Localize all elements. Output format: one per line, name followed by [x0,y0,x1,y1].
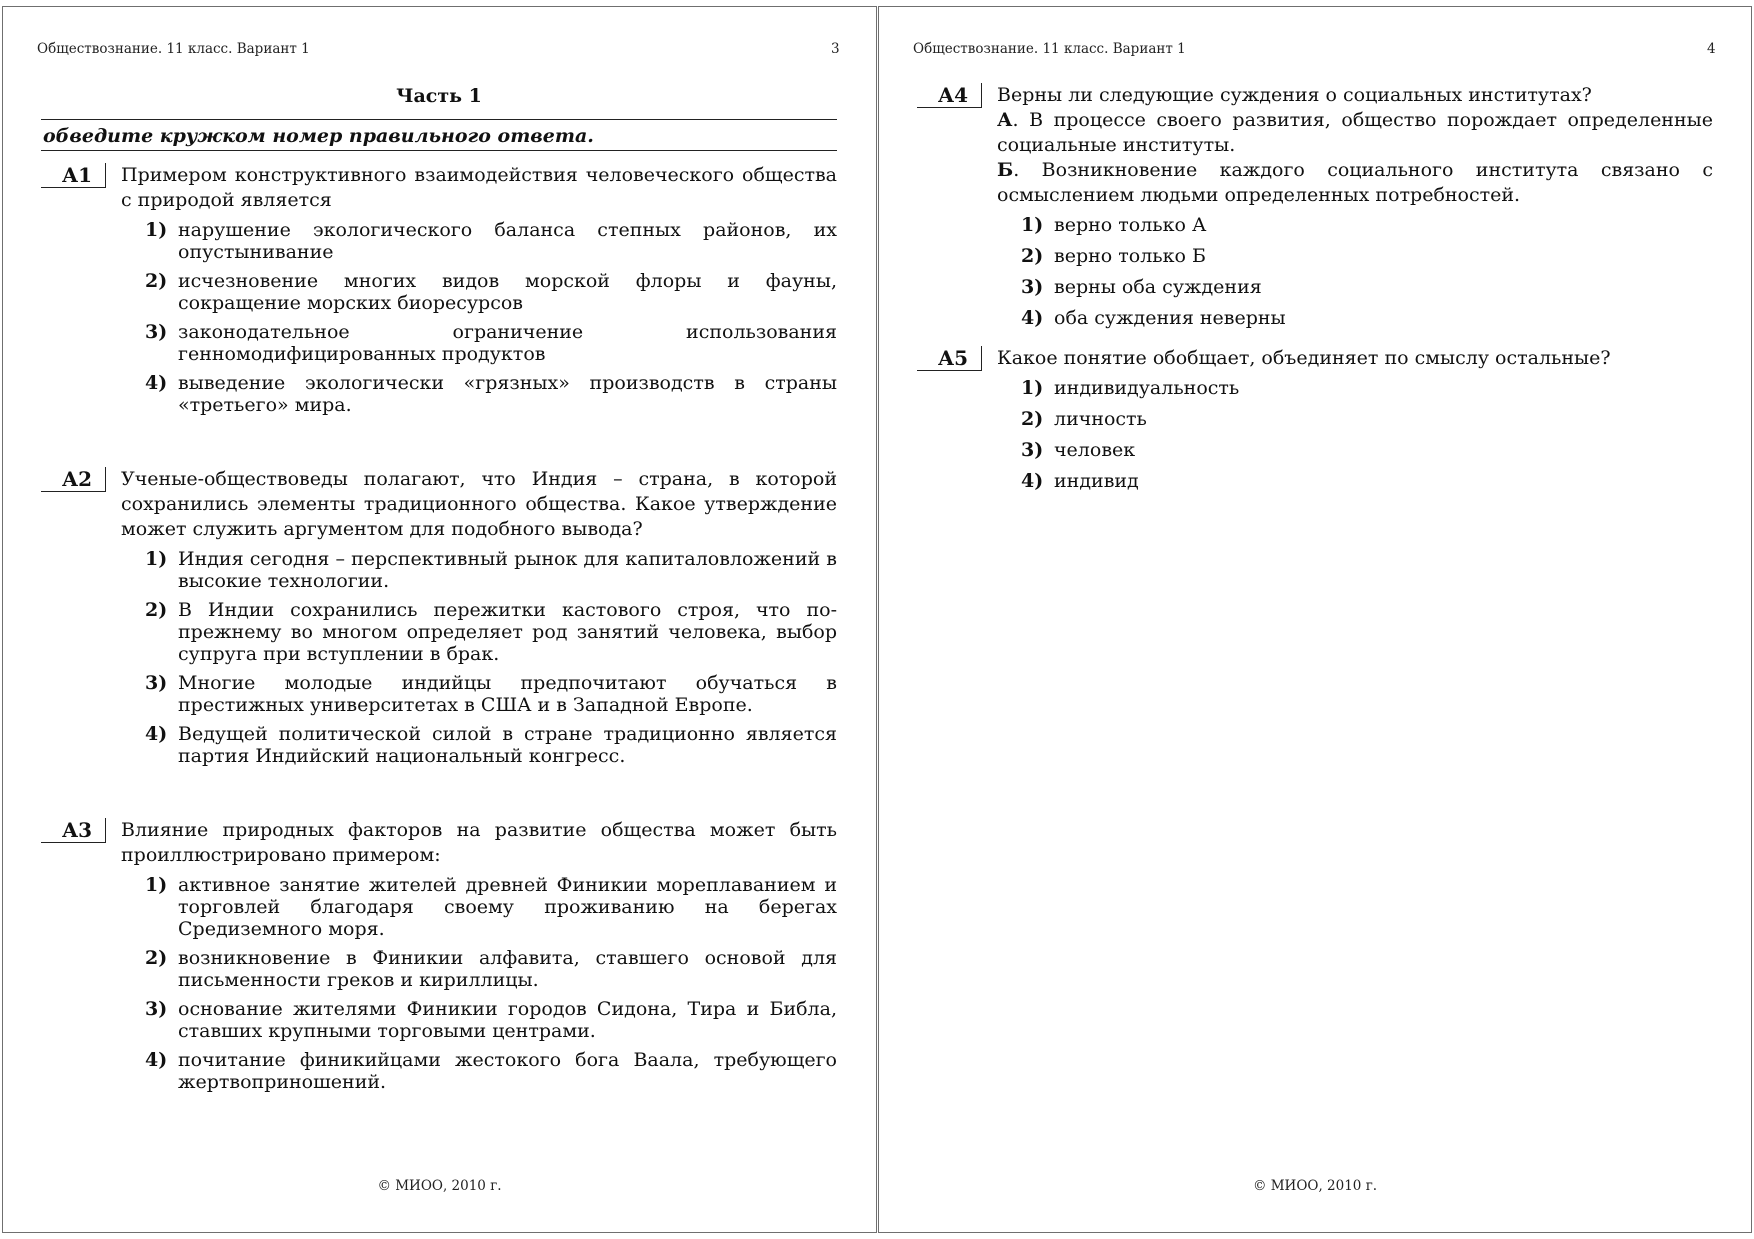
statement-b [997,158,1713,208]
page-content [917,83,1713,501]
answer-option-3[interactable] [121,998,837,1042]
question-a2 [41,467,837,767]
option-number: 1) [1021,214,1044,236]
answer-options [997,377,1713,492]
option-number: 4) [145,1049,168,1071]
question-a5 [917,346,1713,492]
option-text: основание жителями Финикии городов Сидона, Тира и Библа, ставших крупными торговыми центрами. [178,998,837,1042]
question-label: А5 [917,346,982,371]
answer-options [121,219,837,416]
page-4 [878,6,1752,1233]
option-number: 1) [145,219,168,241]
answer-option-1[interactable] [121,874,837,940]
question-a1 [41,163,837,416]
option-number: 3) [145,321,168,343]
option-text: оба суждения неверны [1054,307,1286,329]
answer-option-2[interactable] [121,599,837,665]
option-number: 4) [1021,307,1044,329]
option-text: человек [1054,439,1136,461]
option-text: нарушение экологического баланса степных районов, их опустынивание [178,219,837,263]
option-number: 4) [1021,470,1044,492]
answer-option-3[interactable] [121,672,837,716]
answer-option-2[interactable] [121,947,837,991]
option-number: 4) [145,723,168,745]
option-text: верны оба суждения [1054,276,1262,298]
answer-option-1[interactable] [997,377,1713,399]
instruction: обведите кружком номер правильного ответа. [41,119,837,151]
option-text: индивид [1054,470,1139,492]
question-text: Какое понятие обобщает, объединяет по смыслу остальные? [997,347,1611,369]
answer-option-2[interactable] [997,408,1713,430]
question-text: Примером конструктивного взаимодействия человеческого общества с природой является [121,164,837,211]
option-text: законодательное ограничение использования генномодифицированных продуктов [178,321,837,365]
page-number: 4 [1707,41,1716,57]
question-text: Ученые-обществоведы полагают, что Индия – страна, в которой сохранились элементы традиционного общества. Какое утверждение может служить аргументом для подобного вывода? [121,468,837,540]
page-footer: © МИОО, 2010 г. [377,1178,502,1194]
question-a3 [41,818,837,1093]
option-text: почитание финикийцами жестокого бога Ваала, требующего жертвоприношений. [178,1049,837,1093]
statement-key: А [997,109,1013,131]
option-text: В Индии сохранились пережитки кастового строя, что по-прежнему во многом определяет род занятий человека, выбор супруга при вступлении в брак. [178,599,837,665]
answer-option-3[interactable] [997,439,1713,461]
option-number: 3) [145,998,168,1020]
option-text: Многие молодые индийцы предпочитают обучаться в престижных университетах в США и в Западной Европе. [178,672,837,716]
page-header: Обществознание. 11 класс. Вариант 1 [913,41,1186,57]
option-number: 3) [1021,439,1044,461]
answer-option-3[interactable] [121,321,837,365]
question-a4 [917,83,1713,329]
statement-text: . В процессе своего развития, общество порождает определенные социальные институты. [997,109,1713,156]
question-label: А3 [41,818,106,843]
spacer [41,774,837,818]
page-number: 3 [831,41,840,57]
option-text: индивидуальность [1054,377,1240,399]
spacer [917,338,1713,346]
statement-a [997,108,1713,158]
option-text: Ведущей политической силой в стране традиционно является партия Индийский национальный конгресс. [178,723,837,767]
answer-options [997,214,1713,329]
answer-options [121,874,837,1093]
answer-option-3[interactable] [997,276,1713,298]
option-text: верно только Б [1054,245,1206,267]
part-title: Часть 1 [396,85,482,107]
option-number: 2) [1021,245,1044,267]
question-label: А2 [41,467,106,492]
answer-options [121,548,837,767]
option-number: 2) [145,947,168,969]
option-number: 1) [1021,377,1044,399]
option-number: 1) [145,874,168,896]
answer-option-2[interactable] [997,245,1713,267]
option-text: активное занятие жителей древней Финикии мореплаванием и торговлей благодаря своему проживанию на берегах Средиземного моря. [178,874,837,940]
answer-option-1[interactable] [121,548,837,592]
option-text: Индия сегодня – перспективный рынок для капиталовложений в высокие технологии. [178,548,837,592]
option-text: личность [1054,408,1147,430]
page-content [41,85,837,1100]
question-label: А1 [41,163,106,188]
option-text: выведение экологически «грязных» производств в страны «третьего» мира. [178,372,837,416]
answer-option-4[interactable] [121,723,837,767]
option-number: 3) [145,672,168,694]
option-number: 2) [1021,408,1044,430]
option-text: исчезновение многих видов морской флоры и фауны, сокращение морских биоресурсов [178,270,837,314]
statement-key: Б [997,159,1014,181]
answer-option-4[interactable] [997,307,1713,329]
option-number: 2) [145,599,168,621]
answer-option-4[interactable] [997,470,1713,492]
answer-option-1[interactable] [121,219,837,263]
page-footer: © МИОО, 2010 г. [1252,1178,1378,1194]
answer-option-4[interactable] [121,372,837,416]
answer-option-1[interactable] [997,214,1713,236]
option-number: 4) [145,372,168,394]
question-text: Влияние природных факторов на развитие общества может быть проиллюстрировано примером: [121,819,837,866]
answer-option-4[interactable] [121,1049,837,1093]
question-label: А4 [917,83,982,108]
option-number: 2) [145,270,168,292]
page-header: Обществознание. 11 класс. Вариант 1 [37,41,310,57]
option-text: верно только А [1054,214,1207,236]
spacer [41,423,837,467]
answer-option-2[interactable] [121,270,837,314]
option-text: возникновение в Финикии алфавита, ставшего основой для письменности греков и кириллицы. [178,947,837,991]
option-number: 1) [145,548,168,570]
option-number: 3) [1021,276,1044,298]
question-text: Верны ли следующие суждения о социальных институтах? [997,84,1592,106]
page-3 [2,6,877,1233]
statement-text: . Возникновение каждого социального института связано с осмыслением людьми определенных потребностей. [997,159,1713,206]
